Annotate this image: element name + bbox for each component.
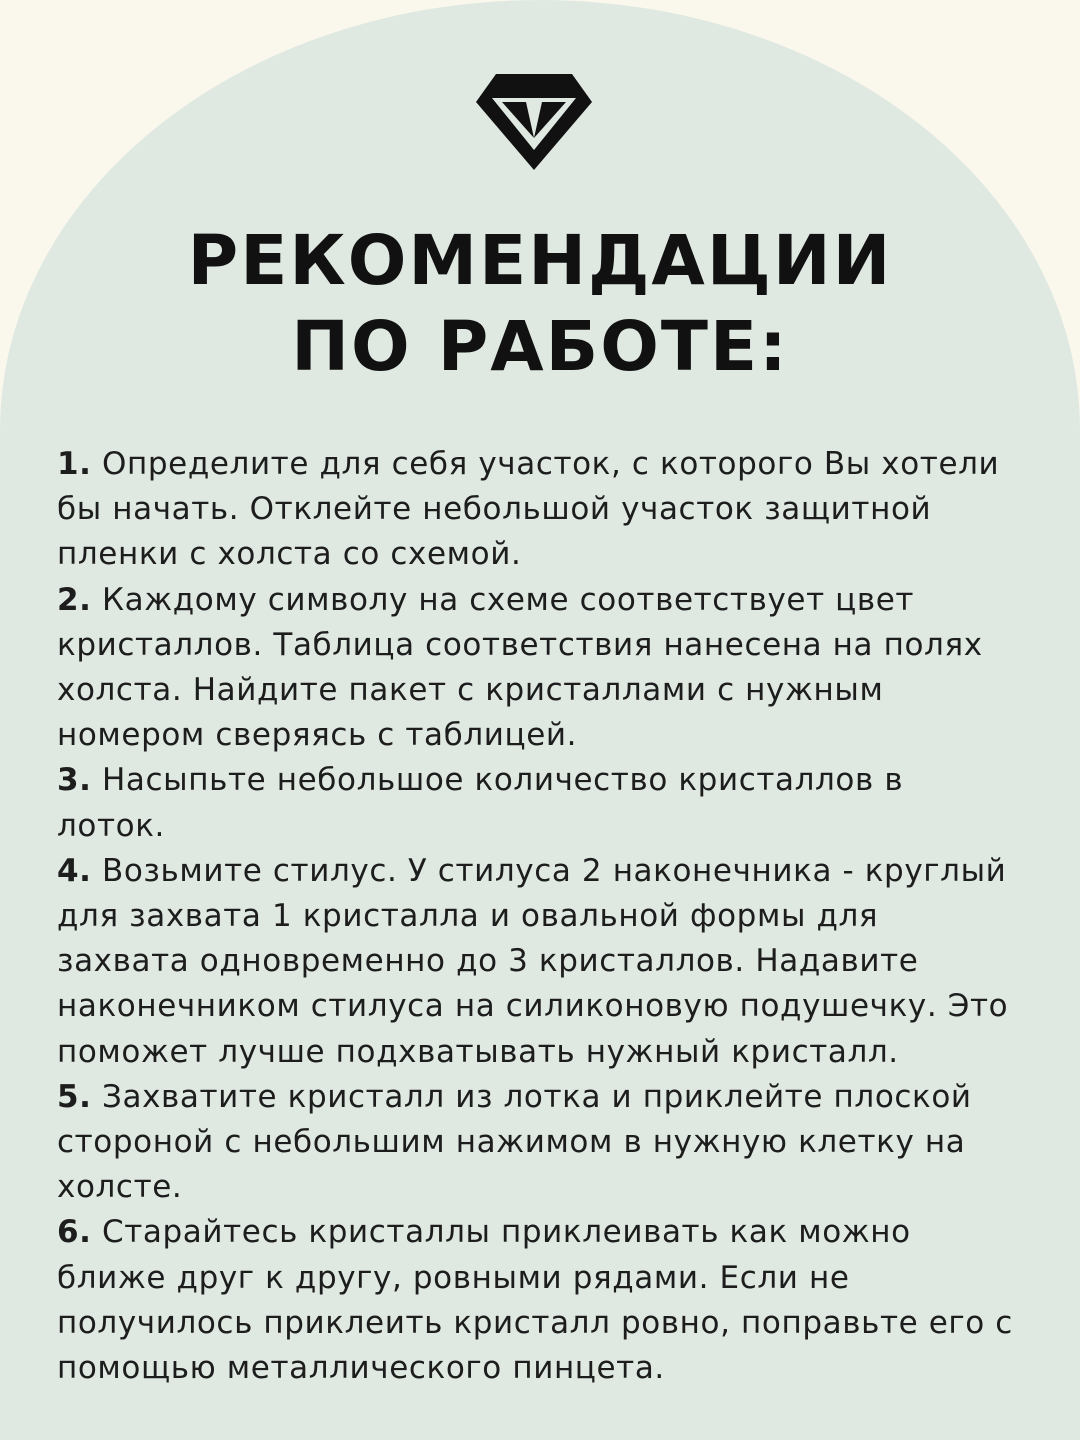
step-text: Каждому символу на схеме соответствует цвет кристаллов. Таблица соответствия нанесена на полях холста. Найдите пакет с кристаллами с нужным номером сверяясь с таблицей. xyxy=(57,581,983,754)
step-text: Определите для себя участок, с которого Вы хотели бы начать. Отклейте небольшой участок защитной пленки с холста со схемой. xyxy=(57,446,1000,573)
step-number: 3. xyxy=(57,762,92,799)
page-title-line-2: ПО РАБОТЕ: xyxy=(291,307,789,387)
step-item-2 xyxy=(57,578,1017,759)
step-text: Захватите кристалл из лотка и приклейте плоской стороной с небольшим нажимом в нужную клетку на холсте. xyxy=(57,1078,972,1206)
step-item-6 xyxy=(57,1210,1017,1391)
step-item-5 xyxy=(57,1075,1017,1211)
step-text: Насыпьте небольшое количество кристаллов в лоток. xyxy=(57,762,904,844)
step-text: Возьмите стилус. У стилуса 2 наконечника - круглый для захвата 1 кристалла и овальной формы для захвата одновременно до 3 кристаллов. Надавите наконечником стилуса на силиконовую подушечку. Это поможет лучше подхватывать нужный кристалл. xyxy=(57,852,1009,1070)
page-title xyxy=(0,218,1080,390)
steps-list xyxy=(57,442,1017,1391)
step-number: 2. xyxy=(57,581,92,618)
diamond-icon xyxy=(474,72,594,172)
step-item-3 xyxy=(57,758,1017,848)
step-number: 4. xyxy=(57,852,92,889)
page-title-line-1: РЕКОМЕНДАЦИИ xyxy=(187,221,893,301)
step-text: Старайтесь кристаллы приклеивать как можно ближе друг к другу, ровными рядами. Если не получилось приклеить кристалл ровно, поправьте его с помощью металлического пинцета. xyxy=(57,1214,1013,1387)
step-number: 6. xyxy=(57,1214,92,1251)
step-number: 5. xyxy=(57,1078,92,1115)
step-item-1 xyxy=(57,442,1017,578)
step-number: 1. xyxy=(57,446,92,482)
step-item-4 xyxy=(57,849,1017,1075)
